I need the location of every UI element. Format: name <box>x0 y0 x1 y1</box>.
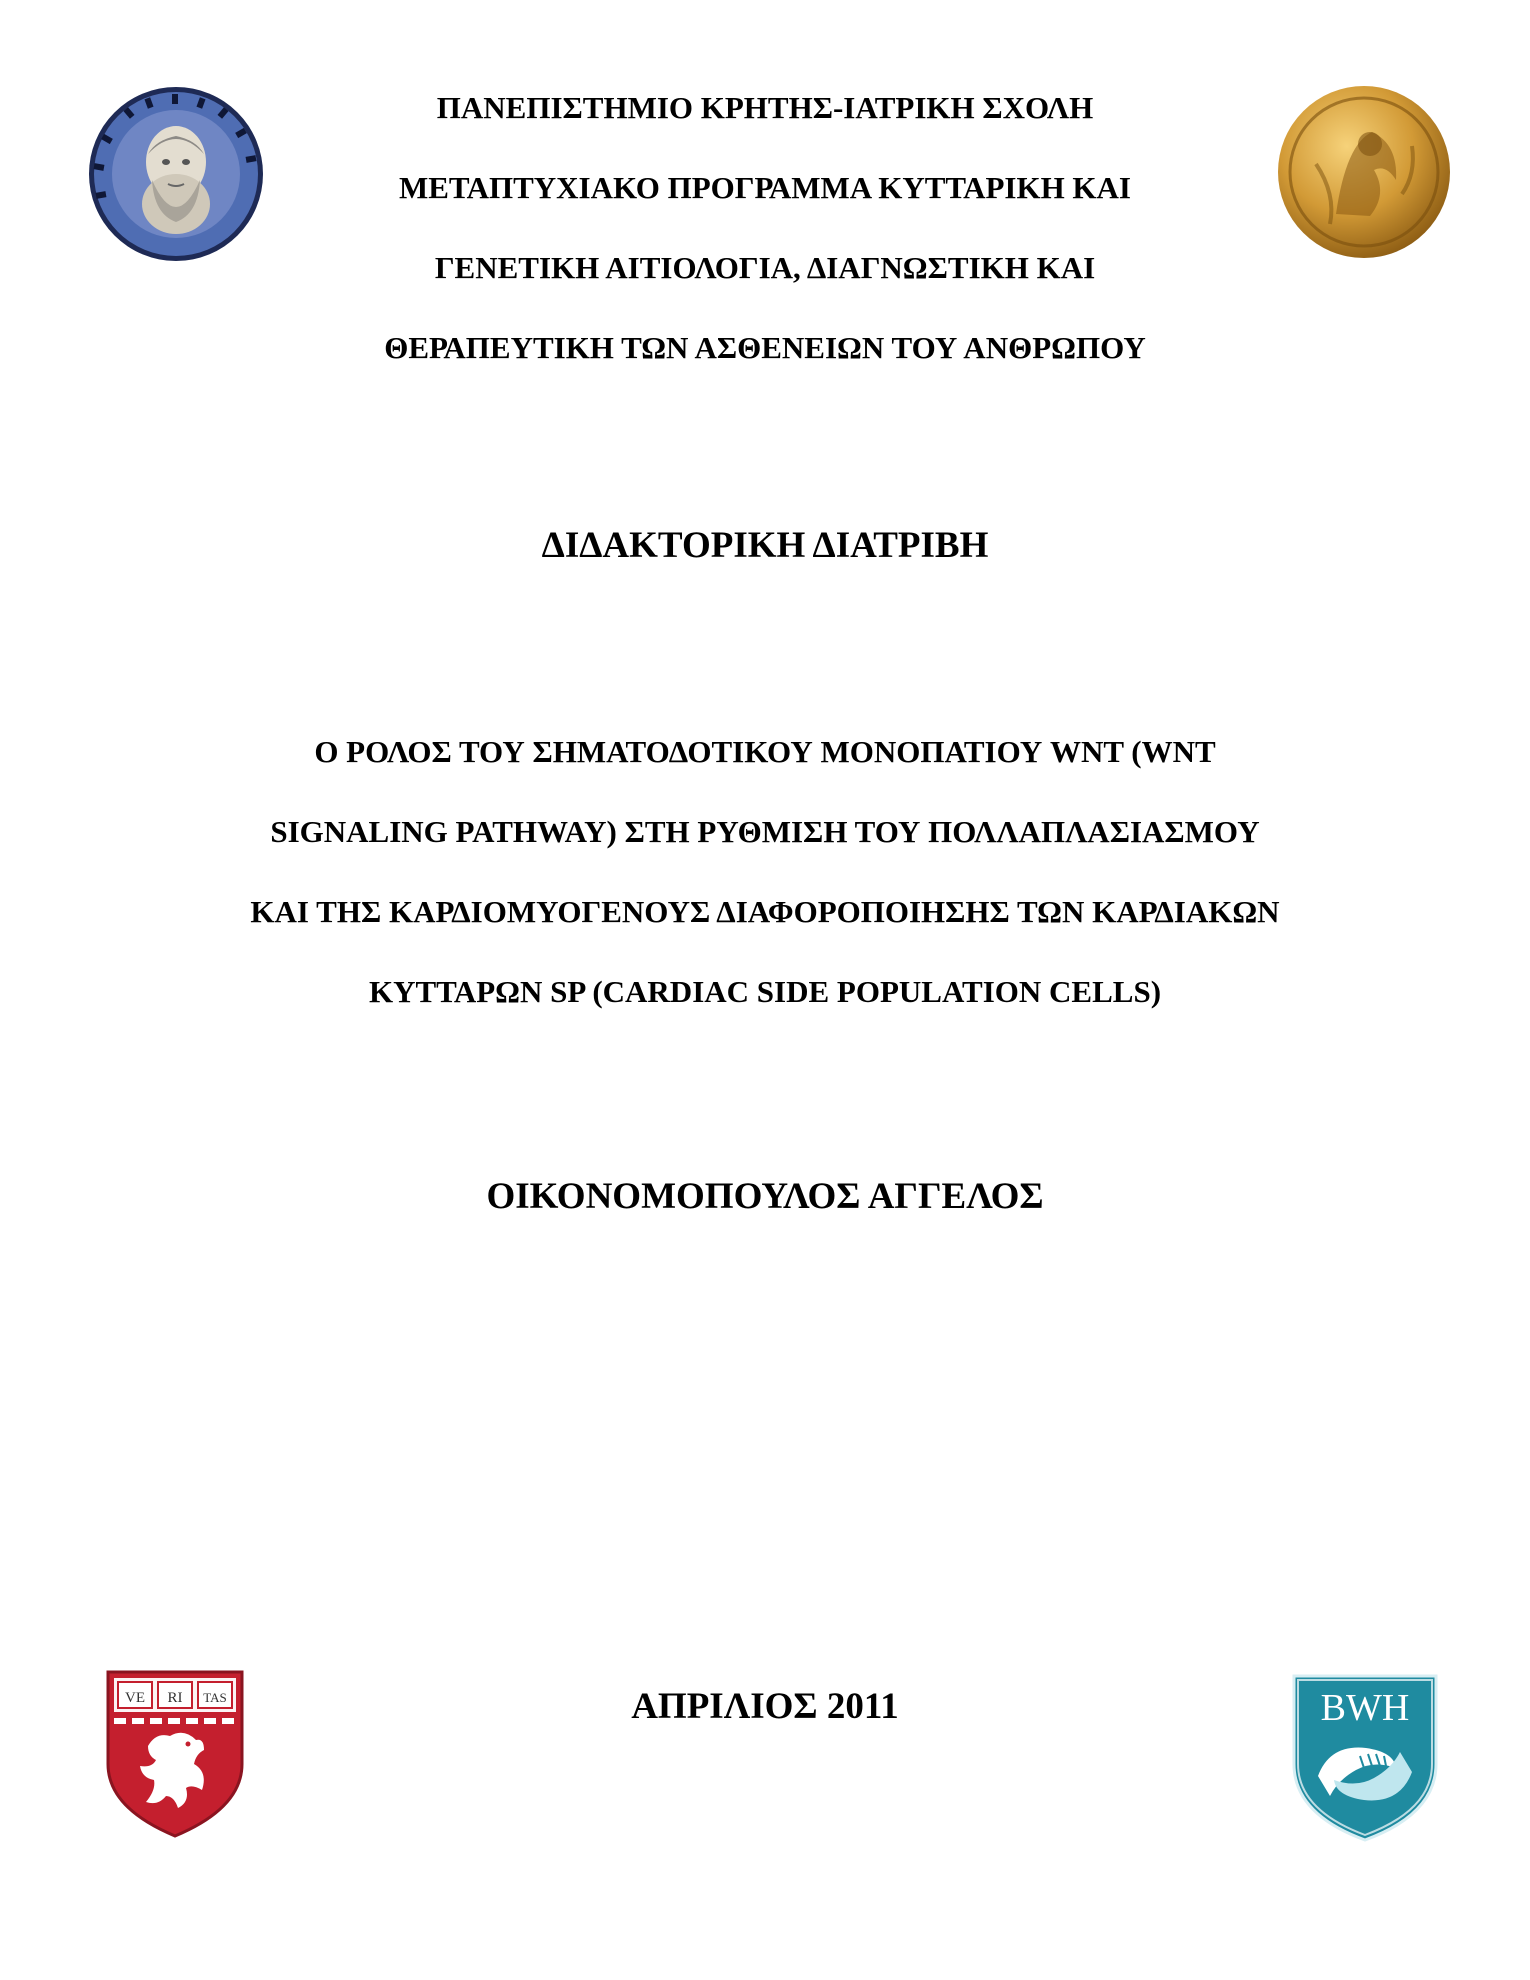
thesis-title-line-3: ΚΑΙ ΤΗΣ ΚΑΡΔΙΟΜΥΟΓΕΝΟΥΣ ΔΙΑΦΟΡΟΠΟΙΗΣΗΣ ΤΩΝ ΚΑΡΔΙΑΚΩΝ <box>250 894 1280 929</box>
thesis-title-line-4: ΚΥΤΤΑΡΩΝ SP (CARDIAC SIDE POPULATION CELLS) <box>368 974 1162 1009</box>
author-name: ΟΙΚΟΝΟΜΟΠΟΥΛΟΣ ΑΓΓΕΛΟΣ <box>486 1176 1044 1217</box>
thesis-title-line-2: SIGNALING PATHWAY) ΣΤΗ ΡΥΘΜΙΣΗ ΤΟΥ ΠΟΛΛΑΠΛΑΣΙΑΣΜΟΥ <box>270 814 1260 849</box>
document-type: ΔΙΔΑΚΤΟΡΙΚΗ ΔΙΑΤΡΙΒΗ <box>541 525 989 566</box>
veritas-letters-3: TAS <box>203 1690 227 1705</box>
bwh-letters: BWH <box>1320 1687 1410 1729</box>
date: ΑΠΡΙΛΙΟΣ 2011 <box>631 1686 899 1727</box>
header-line-1: ΠΑΝΕΠΙΣΤΗΜΙΟ ΚΡΗΤΗΣ-ΙΑΤΡΙΚΗ ΣΧΟΛΗ <box>436 90 1094 125</box>
veritas-letters-1: VE <box>125 1690 145 1706</box>
thesis-title-line-1: Ο ΡΟΛΟΣ ΤΟΥ ΣΗΜΑΤΟΔΟΤΙΚΟΥ ΜΟΝΟΠΑΤΙΟΥ WNT (WNT <box>314 734 1216 769</box>
bwh-shield-icon <box>1290 1672 1440 1844</box>
header-line-4: ΘΕΡΑΠΕΥΤΙΚΗ ΤΩΝ ΑΣΘΕΝΕΙΩΝ ΤΟΥ ΑΝΘΡΩΠΟΥ <box>384 330 1146 365</box>
veritas-letters-2: RI <box>167 1690 183 1706</box>
header-line-3: ΓΕΝΕΤΙΚΗ ΑΙΤΙΟΛΟΓΙΑ, ΔΙΑΓΝΩΣΤΙΚΗ ΚΑΙ <box>434 250 1096 285</box>
header-line-2: ΜΕΤΑΠΤΥΧΙΑΚΟ ΠΡΟΓΡΑΜΜΑ ΚΥΤΤΑΡΙΚΗ ΚΑΙ <box>398 170 1131 205</box>
veritas-shield-icon <box>104 1668 246 1840</box>
